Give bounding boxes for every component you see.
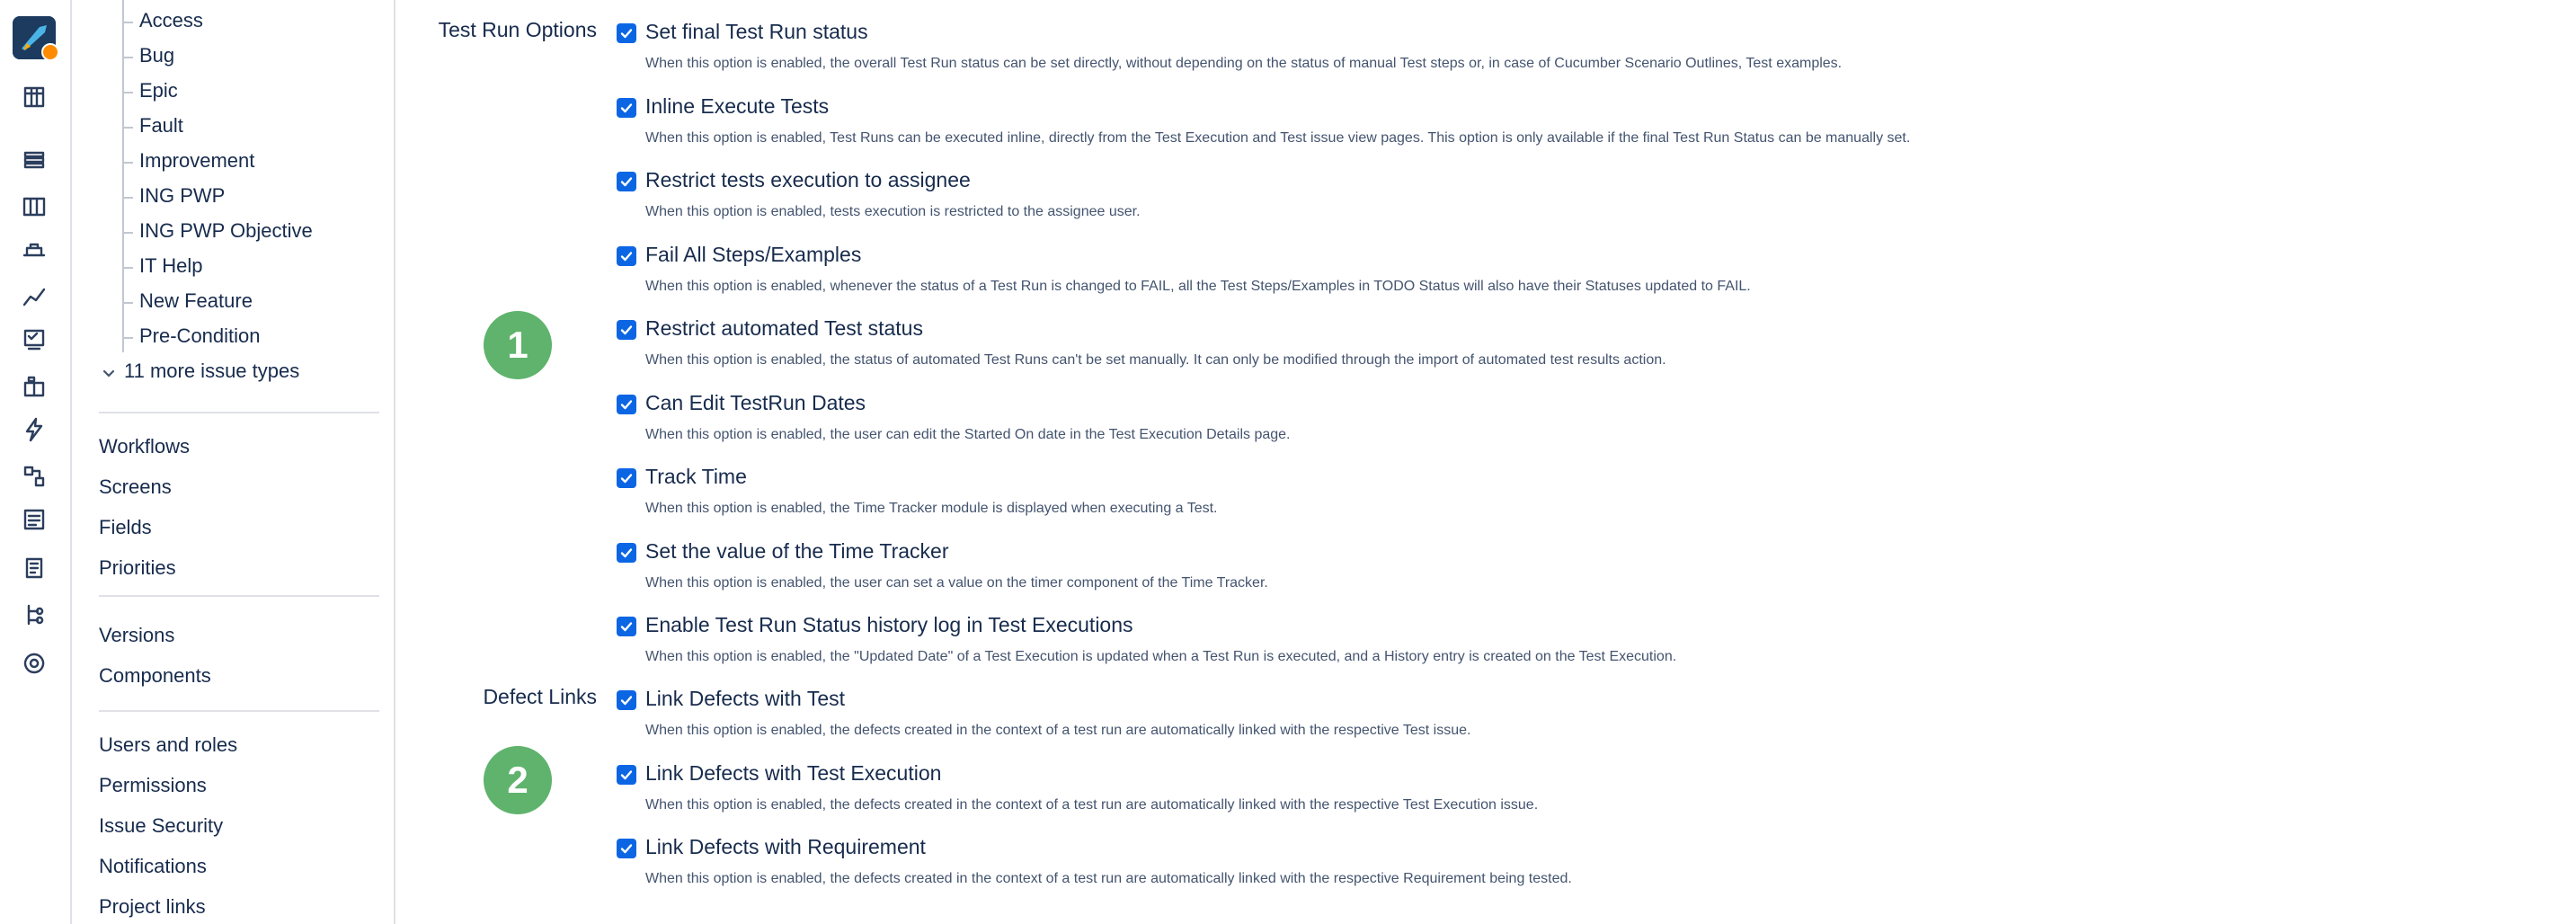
checkbox-checked-icon[interactable] — [617, 23, 636, 43]
traceability-icon[interactable] — [20, 600, 49, 629]
tree-tick — [122, 127, 133, 129]
option-description: When this option is enabled, Test Runs can be executed inline, directly from the Test Execution and Test issue view pages. This option is only available if the final Test Run Status can be manually set. — [645, 129, 1911, 146]
icon-rail — [0, 0, 72, 924]
sidebar-item-fields[interactable]: Fields — [99, 516, 152, 538]
tree-tick — [122, 197, 133, 199]
option-description: When this option is enabled, the overall Test Run status can be set directly, without depending on the status of manual Test steps or, in case of Cucumber Scenario Outlines, Test examples. — [645, 56, 1843, 71]
step-badge: 2 — [484, 746, 552, 814]
sidebar-divider — [99, 595, 379, 597]
checkbox-checked-icon[interactable] — [617, 320, 636, 340]
automation-icon[interactable] — [20, 415, 49, 444]
sidebar-item-versions[interactable]: Versions — [99, 624, 175, 646]
sidebar-item-project-links[interactable]: Project links — [99, 895, 206, 918]
issue-type-fault[interactable]: Fault — [139, 114, 183, 137]
sidebar-divider — [99, 412, 379, 413]
sidebar-item-users-and-roles[interactable]: Users and roles — [99, 733, 238, 756]
sidebar-item-permissions[interactable]: Permissions — [99, 774, 207, 796]
option-description: When this option is enabled, whenever the status of a Test Run is changed to FAIL, all the Test Steps/Examples in TODO Status will also have their Statuses updated to FAIL. — [645, 278, 1751, 294]
checkbox-checked-icon[interactable] — [617, 690, 636, 710]
sidebar-item-workflows[interactable]: Workflows — [99, 435, 191, 458]
option-description: When this option is enabled, the user can edit the Started On date in the Test Execution Details page. — [645, 426, 1291, 442]
checkbox-checked-icon[interactable] — [617, 543, 636, 563]
option-description: When this option is enabled, the status of automated Test Runs can't be set manually. It can only be modified through the import of automated test results action. — [645, 352, 1666, 368]
chevron-down-icon — [101, 363, 117, 379]
releases-icon[interactable] — [20, 235, 49, 264]
section-label: Defect Links — [483, 685, 597, 708]
issue-type-ing-pwp[interactable]: ING PWP — [139, 184, 226, 207]
option-title[interactable]: Link Defects with Test Execution — [645, 760, 942, 785]
option-title[interactable]: Link Defects with Test — [645, 687, 846, 710]
option-title[interactable]: Enable Test Run Status history log in Test Executions — [645, 613, 1133, 636]
sidebar-divider — [99, 710, 379, 712]
option-description: When this option is enabled, the Time Tracker module is displayed when executing a Test. — [645, 501, 1218, 516]
checkbox-checked-icon[interactable] — [617, 617, 636, 636]
more-issue-types-toggle[interactable] — [101, 360, 299, 383]
sidebar-item-screens[interactable]: Screens — [99, 475, 172, 498]
integrations-icon[interactable] — [20, 462, 49, 491]
tree-tick — [122, 92, 133, 93]
issue-type-it-help[interactable]: IT Help — [139, 254, 203, 277]
board-icon[interactable] — [20, 83, 49, 111]
tree-tick — [122, 337, 133, 339]
project-logo-icon[interactable] — [13, 16, 56, 59]
option-description: When this option is enabled, the "Updated Date" of a Test Execution is updated when a Test Run is executed, and a History entry is created on the Test Execution. — [645, 649, 1677, 664]
option-description: When this option is enabled, the defects created in the context of a test run are automatically linked with the respective Requirement being tested. — [645, 871, 1572, 886]
option-description: When this option is enabled, the defects created in the context of a test run are automatically linked with the respective Test Execution issue. — [645, 796, 1539, 813]
issue-type-epic[interactable]: Epic — [139, 79, 178, 102]
sidebar-item-priorities[interactable]: Priorities — [99, 556, 176, 579]
project-settings-sidebar — [74, 0, 395, 924]
tree-connector — [122, 0, 124, 352]
tree-tick — [122, 57, 133, 58]
sidebar-item-issue-security[interactable]: Issue Security — [99, 814, 224, 837]
reports-icon[interactable] — [20, 282, 49, 311]
option-title[interactable]: Fail All Steps/Examples — [645, 242, 862, 266]
option-title[interactable]: Set final Test Run status — [645, 20, 868, 43]
option-title[interactable]: Set the value of the Time Tracker — [645, 538, 949, 563]
issue-type-bug[interactable]: Bug — [139, 44, 175, 67]
issue-type-improvement[interactable]: Improvement — [139, 149, 255, 172]
roadmap-icon[interactable] — [20, 192, 49, 221]
issue-type-pre-condition[interactable]: Pre-Condition — [139, 324, 261, 347]
notification-badge-icon — [41, 43, 59, 61]
option-description: When this option is enabled, the defects created in the context of a test run are automatically linked with the respective Test issue. — [645, 723, 1471, 738]
test-plans-icon[interactable] — [20, 325, 49, 354]
tree-tick — [122, 22, 133, 23]
sidebar-item-components[interactable]: Components — [99, 664, 211, 687]
option-title[interactable]: Link Defects with Requirement — [645, 835, 926, 858]
sidebar-item-notifications[interactable]: Notifications — [99, 855, 207, 877]
option-title[interactable]: Restrict automated Test status — [645, 316, 923, 340]
checkbox-checked-icon[interactable] — [617, 468, 636, 488]
tree-tick — [122, 267, 133, 269]
option-title[interactable]: Restrict tests execution to assignee — [645, 168, 971, 191]
issue-type-ing-pwp-objective[interactable]: ING PWP Objective — [139, 219, 313, 242]
checkbox-checked-icon[interactable] — [617, 839, 636, 858]
section-label: Test Run Options — [438, 18, 597, 41]
tree-tick — [122, 232, 133, 234]
apps-icon[interactable] — [20, 372, 49, 401]
tree-tick — [122, 302, 133, 304]
option-description: When this option is enabled, tests execution is restricted to the assignee user. — [645, 204, 1141, 219]
checkbox-checked-icon[interactable] — [617, 98, 636, 118]
checkbox-checked-icon[interactable] — [617, 395, 636, 414]
checkbox-checked-icon[interactable] — [617, 246, 636, 266]
test-sets-icon[interactable] — [20, 554, 49, 582]
test-repository-icon[interactable] — [20, 505, 49, 534]
option-title[interactable]: Can Edit TestRun Dates — [645, 390, 866, 414]
checkbox-checked-icon[interactable] — [617, 765, 636, 785]
checkbox-checked-icon[interactable] — [617, 172, 636, 191]
test-settings-main — [397, 0, 2576, 924]
option-title[interactable]: Track Time — [645, 465, 747, 488]
option-description: When this option is enabled, the user can set a value on the timer component of the Time Tracker. — [645, 574, 1268, 591]
settings-icon[interactable] — [20, 649, 49, 678]
step-badge: 1 — [484, 311, 552, 379]
backlog-icon[interactable] — [20, 146, 49, 174]
more-issue-types-label: 11 more issue types — [124, 360, 300, 382]
tree-tick — [122, 162, 133, 164]
issue-type-new-feature[interactable]: New Feature — [139, 289, 253, 312]
issue-type-access[interactable]: Access — [139, 9, 203, 31]
option-title[interactable]: Inline Execute Tests — [645, 93, 830, 118]
